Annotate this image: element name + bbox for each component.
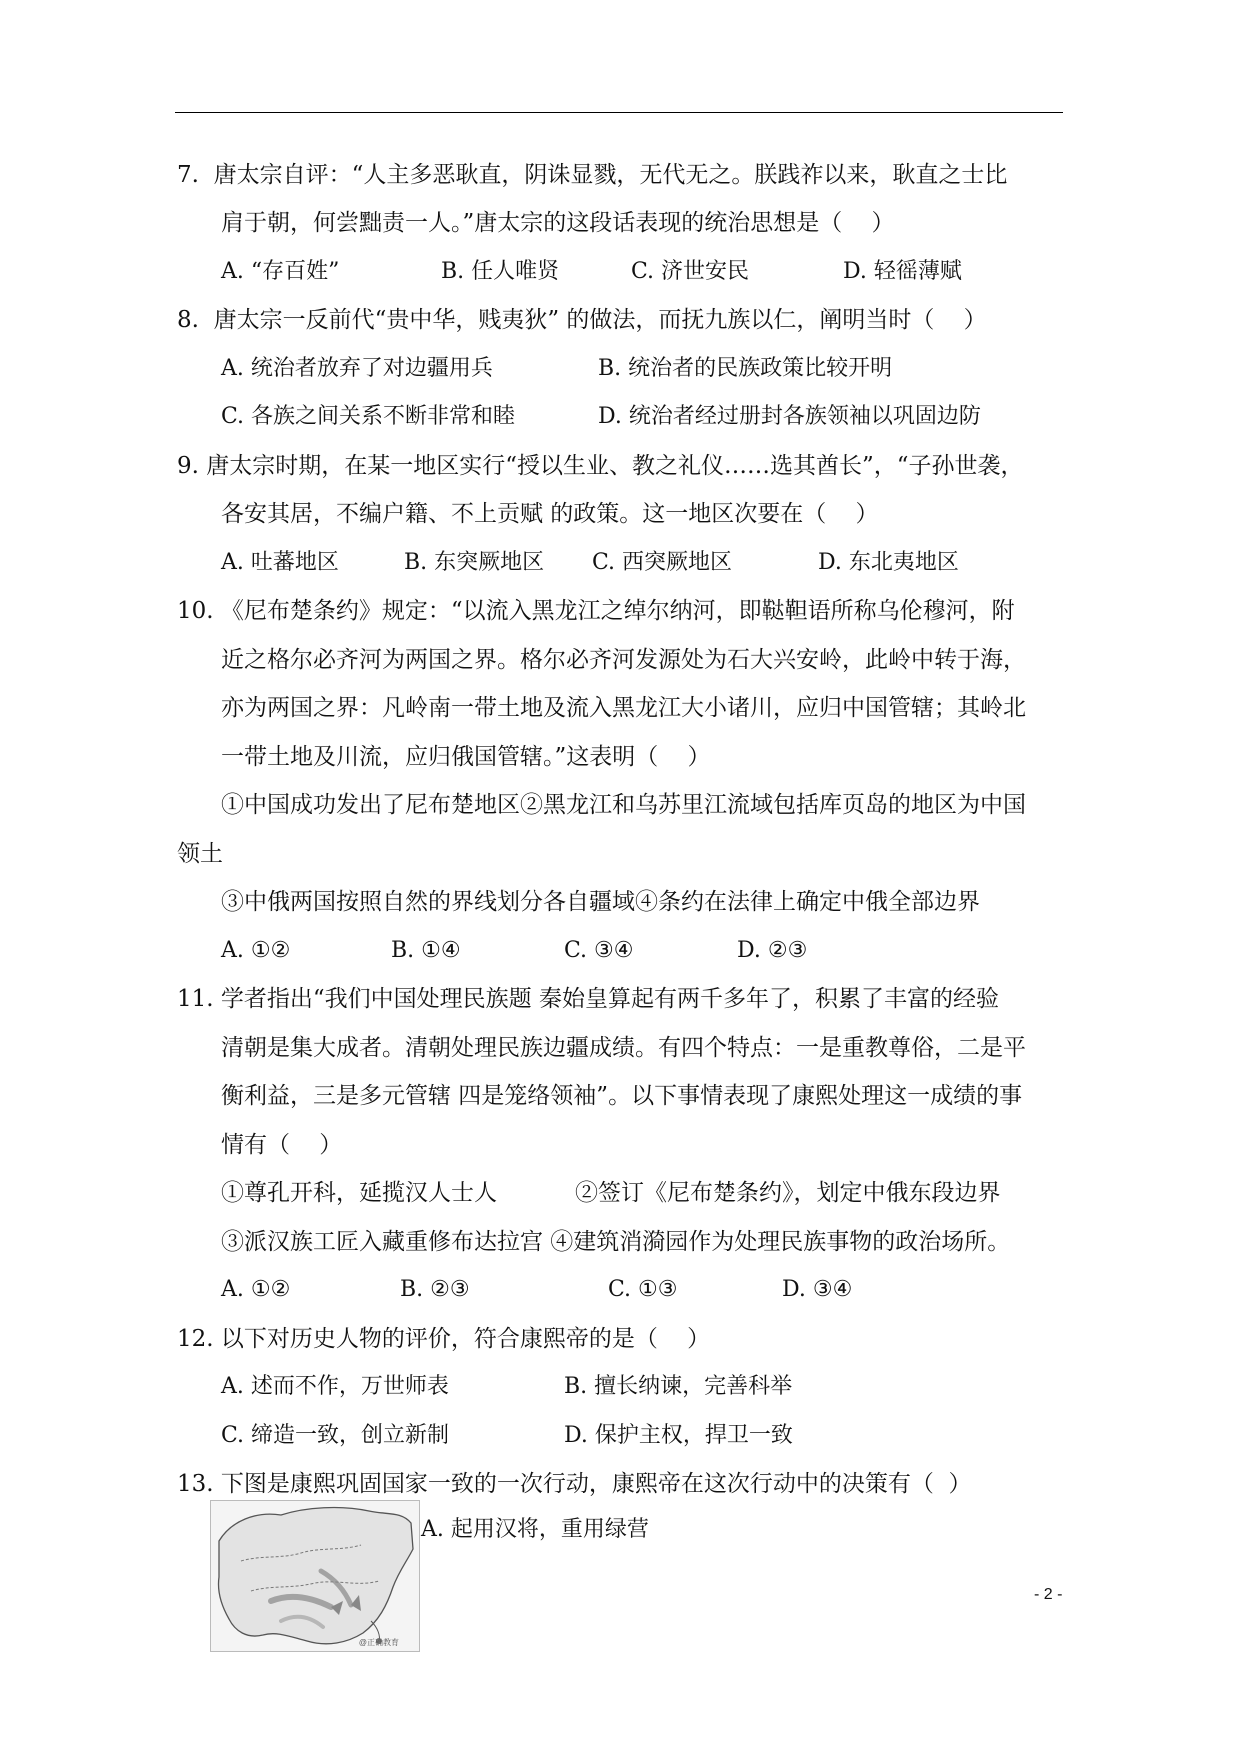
q11-line4: 情有（ ） xyxy=(221,1132,343,1158)
map-illustration xyxy=(211,1501,419,1651)
page-number: - 2 - xyxy=(1034,1586,1063,1603)
q10-line4: 一带土地及川流，应归俄国管辖。”这表明（ ） xyxy=(221,744,711,770)
q8-line1: 8. 唐太宗一反前代“贵中华，贱夷狄” 的做法，而抚九族以仁，阐明当时（ ） xyxy=(177,307,987,333)
q8-option-c: C. 各族之间关系不断非常和睦 xyxy=(221,404,516,429)
q12-option-c: C. 缔造一致，创立新制 xyxy=(221,1423,450,1448)
q9-line1: 9. 唐太宗时期，在某一地区实行“授以生业、教之礼仪……选其酋长”，“子孙世袭， xyxy=(177,453,1024,479)
q13-option-a: A. 起用汉将，重用绿营 xyxy=(421,1517,649,1542)
q10-option-b: B. ①④ xyxy=(391,938,461,963)
q10-line1: 10. 《尼布楚条约》规定：“以流入黑龙江之绰尔纳河，即鞑靼语所称乌伦穆河，附 xyxy=(177,598,1015,624)
q10-option-a: A. ①② xyxy=(221,938,291,963)
q9-option-c: C. 西突厥地区 xyxy=(592,550,733,575)
q13-map-figure xyxy=(210,1500,420,1652)
q12-line1: 12. 以下对历史人物的评价，符合康熙帝的是（ ） xyxy=(177,1326,711,1352)
q9-option-a: A. 吐蕃地区 xyxy=(221,550,339,575)
q13-line1: 13. 下图是康熙巩固国家一致的一次行动，康熙帝在这次行动中的决策有（ ） xyxy=(177,1471,972,1497)
q7-line1: 7. 唐太宗自评：“人主多恶耿直，阴诛显戮，无代无之。朕践祚以来，耿直之士比 xyxy=(177,162,1008,188)
q10-option-c: C. ③④ xyxy=(564,938,634,963)
q11-item3: ③派汉族工匠入藏重修布达拉宫 ④建筑消漪园作为处理民族事物的政治场所。 xyxy=(221,1229,1011,1255)
q11-option-c: C. ①③ xyxy=(608,1277,678,1302)
q7-option-b: B. 任人唯贤 xyxy=(441,259,560,284)
q9-option-b: B. 东突厥地区 xyxy=(404,550,545,575)
q9-line2: 各安其居，不编户籍、不上贡赋 的政策。这一地区次要在（ ） xyxy=(221,501,879,527)
q7-option-c: C. 济世安民 xyxy=(631,259,750,284)
q10-line6: 领土 xyxy=(177,841,223,867)
q8-option-d: D. 统治者经过册封各族领袖以巩固边防 xyxy=(598,404,981,429)
header-rule xyxy=(175,112,1063,113)
q8-option-a: A. 统治者放弃了对边疆用兵 xyxy=(221,356,493,381)
q12-option-b: B. 擅长纳谏，完善科举 xyxy=(564,1374,793,1399)
q10-line2: 近之格尔必齐河为两国之界。格尔必齐河发源处为石大兴安岭，此岭中转于海， xyxy=(221,647,1026,673)
map-watermark: @正确教育 xyxy=(358,1638,399,1647)
q11-item2: ②签订《尼布楚条约》，划定中俄东段边界 xyxy=(575,1180,1001,1206)
q11-line2: 清朝是集大成者。清朝处理民族边疆成绩。有四个特点：一是重教尊俗，二是平 xyxy=(221,1035,1026,1061)
q11-option-b: B. ②③ xyxy=(400,1277,470,1302)
q11-option-a: A. ①② xyxy=(221,1277,291,1302)
q9-option-d: D. 东北夷地区 xyxy=(818,550,959,575)
q11-line1: 11. 学者指出“我们中国处理民族题 秦始皇算起有两千多年了，积累了丰富的经验 xyxy=(177,986,999,1012)
q11-line3: 衡利益，三是多元管辖 四是笼络领袖”。以下事情表现了康熙处理这一成绩的事 xyxy=(221,1083,1023,1109)
q10-line5: ①中国成功发出了尼布楚地区②黑龙江和乌苏里江流域包括库页岛的地区为中国 xyxy=(221,792,1026,818)
q8-option-b: B. 统治者的民族政策比较开明 xyxy=(598,356,893,381)
q7-line2: 肩于朝，何尝黜责一人。”唐太宗的这段话表现的统治思想是（ ） xyxy=(221,210,895,236)
q11-item1: ①尊孔开科，延揽汉人士人 xyxy=(221,1180,497,1206)
q10-line7: ③中俄两国按照自然的界线划分各自疆域④条约在法律上确定中俄全部边界 xyxy=(221,889,980,915)
q11-option-d: D. ③④ xyxy=(782,1277,853,1302)
q10-option-d: D. ②③ xyxy=(737,938,808,963)
q12-option-a: A. 述而不作，万世师表 xyxy=(221,1374,449,1399)
q12-option-d: D. 保护主权，捍卫一致 xyxy=(564,1423,793,1448)
q7-option-d: D. 轻徭薄赋 xyxy=(843,259,962,284)
q10-line3: 亦为两国之界：凡岭南一带土地及流入黑龙江大小诸川，应归中国管辖；其岭北 xyxy=(221,695,1026,721)
q7-option-a: A. “存百姓” xyxy=(221,259,340,284)
